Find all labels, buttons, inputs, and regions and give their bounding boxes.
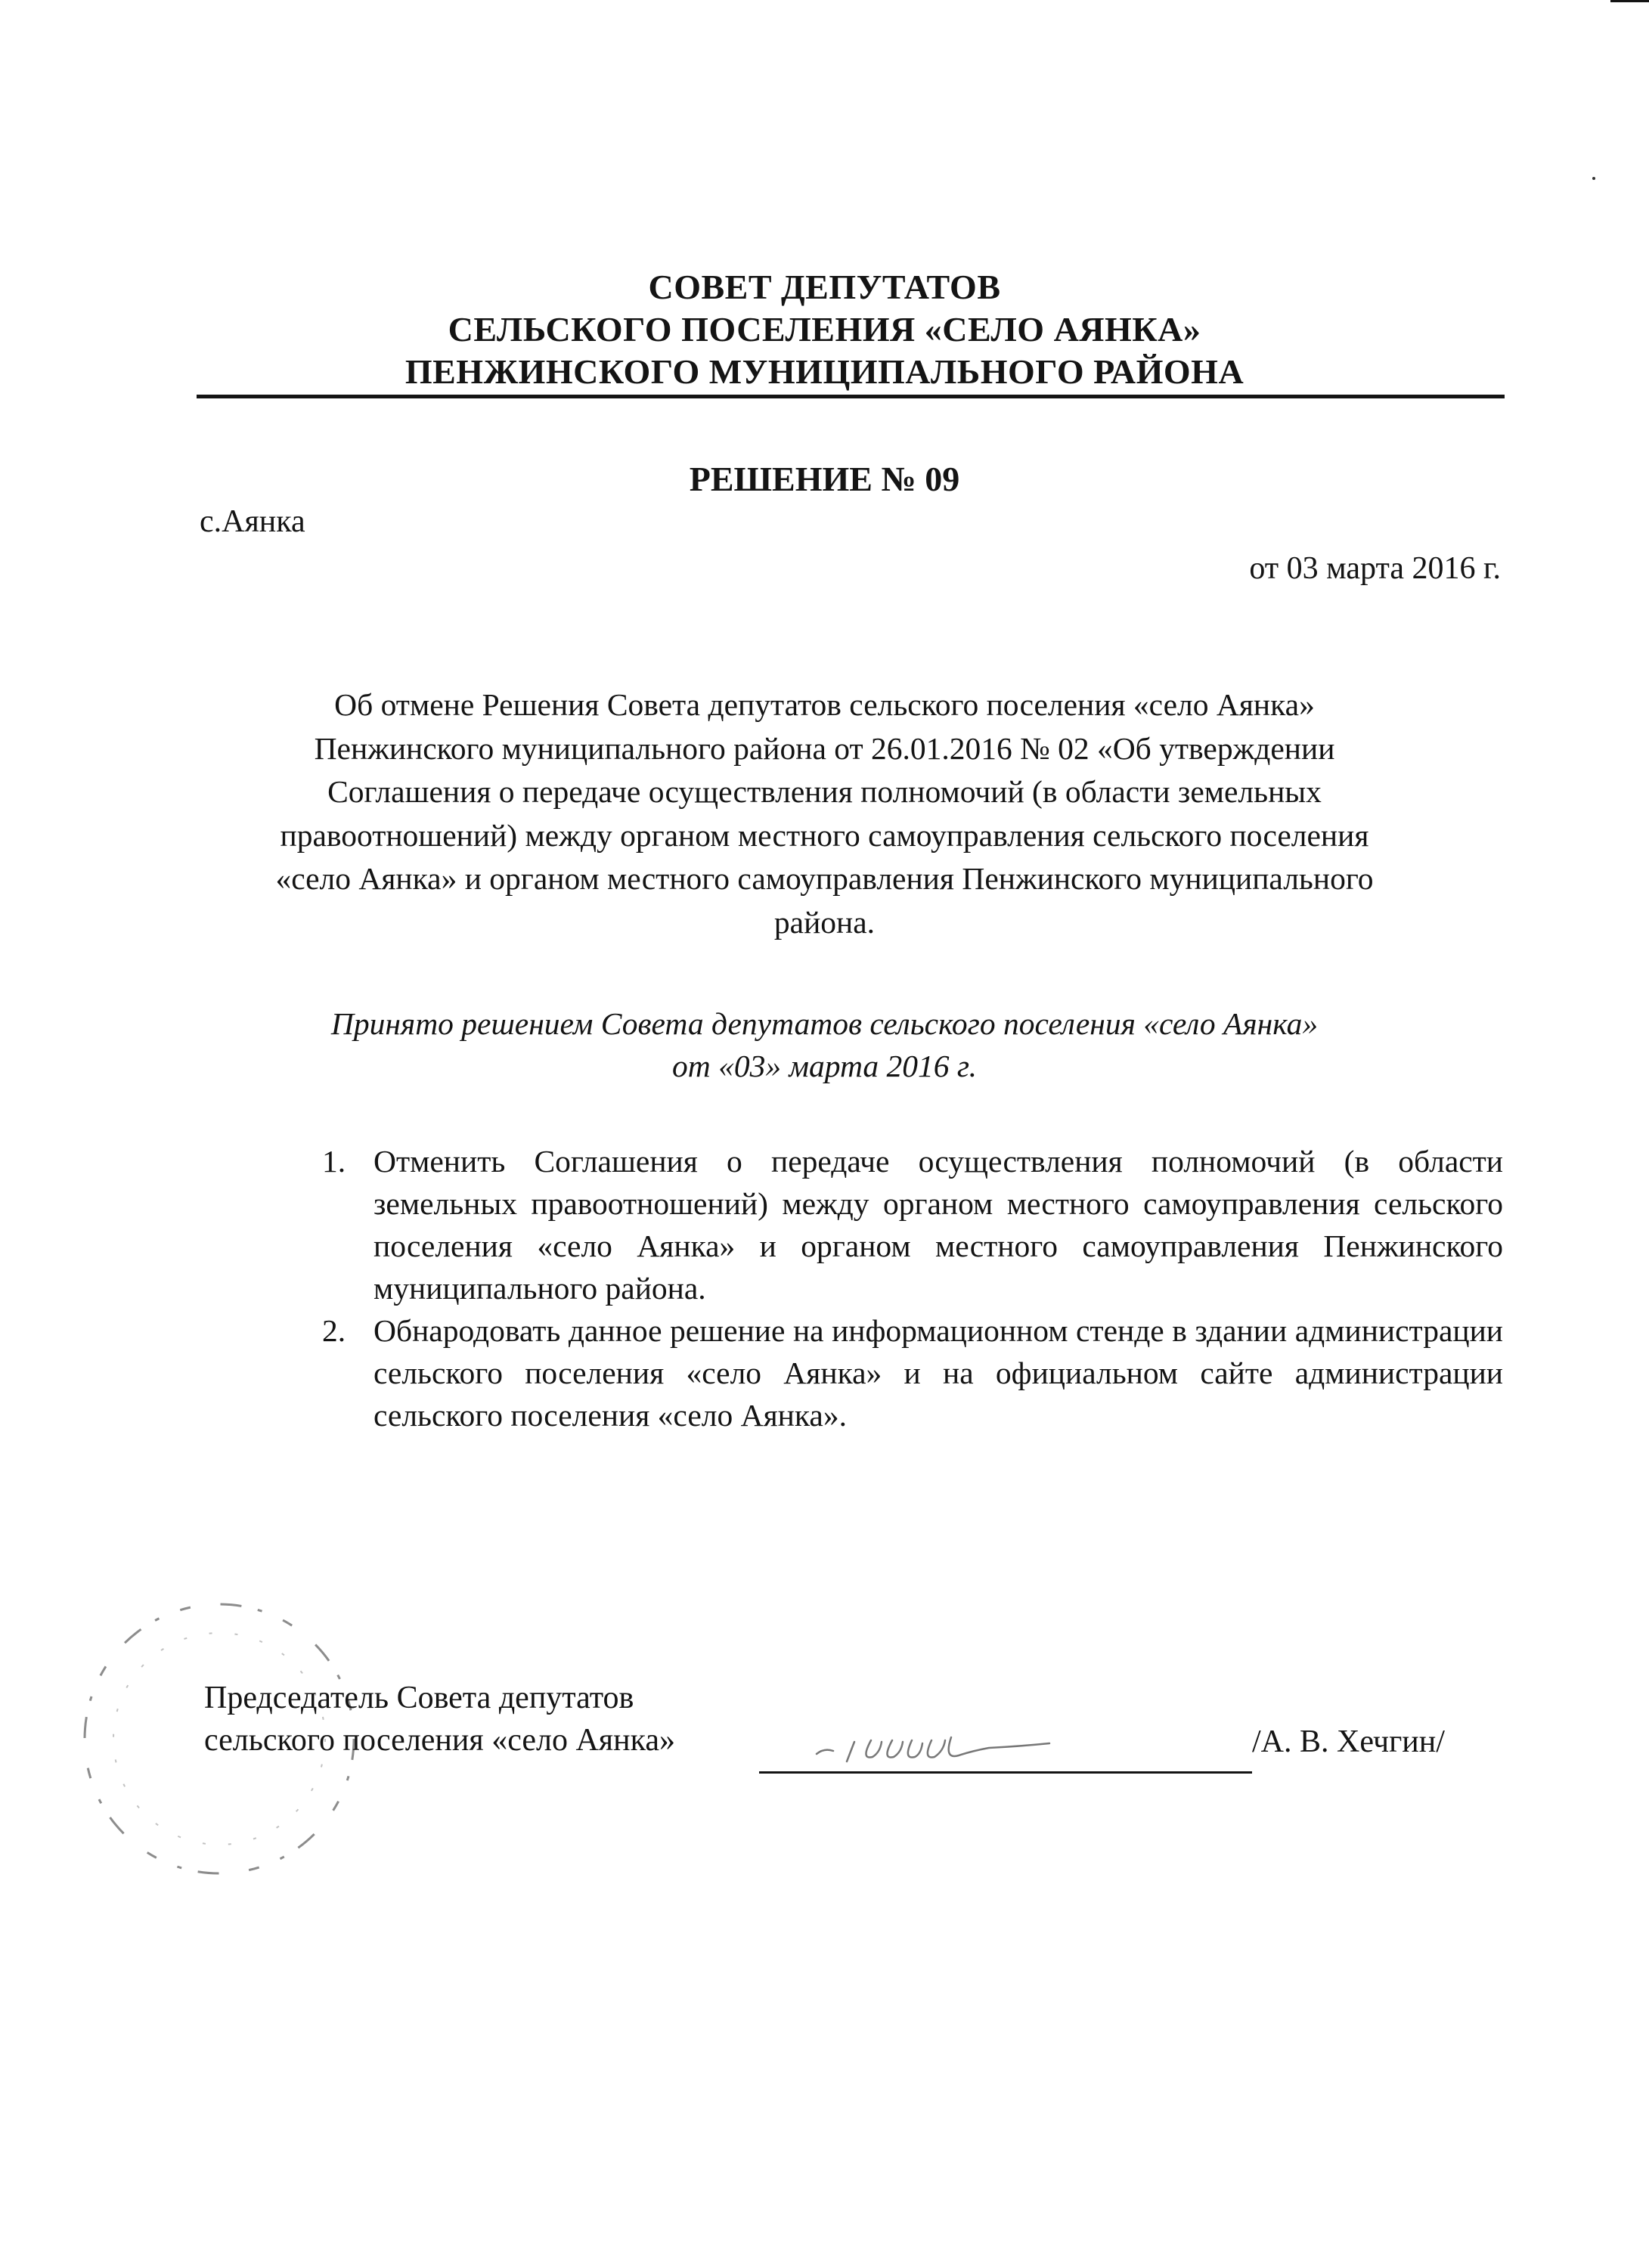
scan-speck: [1592, 177, 1595, 180]
item-text: Обнародовать данное решение на информационном стенде в здании администрации сельского поселения «село Аянка» и на официальном сайте администрации сельского поселения «село Аянка».: [374, 1313, 1503, 1433]
signatory-title-line: Председатель Совета депутатов: [204, 1681, 634, 1715]
signatory-title: [204, 1677, 675, 1761]
header-rule: [197, 395, 1505, 398]
header-settlement: СЕЛЬСКОГО ПОСЕЛЕНИЯ «СЕЛО АЯНКА»: [448, 310, 1201, 349]
scan-edge-mark: [1610, 0, 1649, 2]
adoption-line: Принято решением Совета депутатов сельского поселения «село Аянка»: [330, 1006, 1319, 1041]
item-number: 1.: [322, 1144, 346, 1179]
subject-line: Об отмене Решения Совета депутатов сельского поселения «село Аянка»: [334, 687, 1315, 722]
signatory-title-line: сельского поселения «село Аянка»: [204, 1723, 675, 1758]
decision-date: от 03 марта 2016 г.: [1249, 551, 1501, 586]
subject-line: «село Аянка» и органом местного самоуправления Пенжинского муниципального: [275, 861, 1374, 896]
adoption-line: от «03» марта 2016 г.: [672, 1049, 977, 1083]
decision-items: [322, 1140, 1503, 1436]
decision-place: с.Аянка: [200, 504, 305, 539]
signature-line: [759, 1771, 1252, 1774]
handwritten-signature: [801, 1707, 1074, 1768]
subject-line: района.: [773, 904, 876, 940]
header-council: СОВЕТ ДЕПУТАТОВ: [648, 268, 1001, 306]
subject-line: Соглашения о передаче осуществления полномочий (в области земельных: [327, 774, 1322, 809]
signatory-name: /А. В. Хечгин/: [1252, 1724, 1445, 1759]
header-district: ПЕНЖИНСКОГО МУНИЦИПАЛЬНОГО РАЙОНА: [405, 352, 1244, 391]
decision-subject: [0, 683, 1649, 944]
list-item: [322, 1309, 1503, 1436]
decision-title: РЕШЕНИЕ № 09: [689, 460, 960, 498]
subject-line: Пенжинского муниципального района от 26.01.2016 № 02 «Об утверждении: [314, 730, 1335, 766]
list-item: [322, 1140, 1503, 1309]
item-number: 2.: [322, 1313, 346, 1348]
item-text: Отменить Соглашения о передаче осуществления полномочий (в области земельных правоотношений) между органом местного самоуправления сельского поселения «село Аянка» и органом местного самоуправления Пенжинского муниципального района.: [374, 1144, 1503, 1306]
adoption-note: [0, 1002, 1649, 1087]
subject-line: правоотношений) между органом местного самоуправления сельского поселения: [280, 817, 1369, 853]
